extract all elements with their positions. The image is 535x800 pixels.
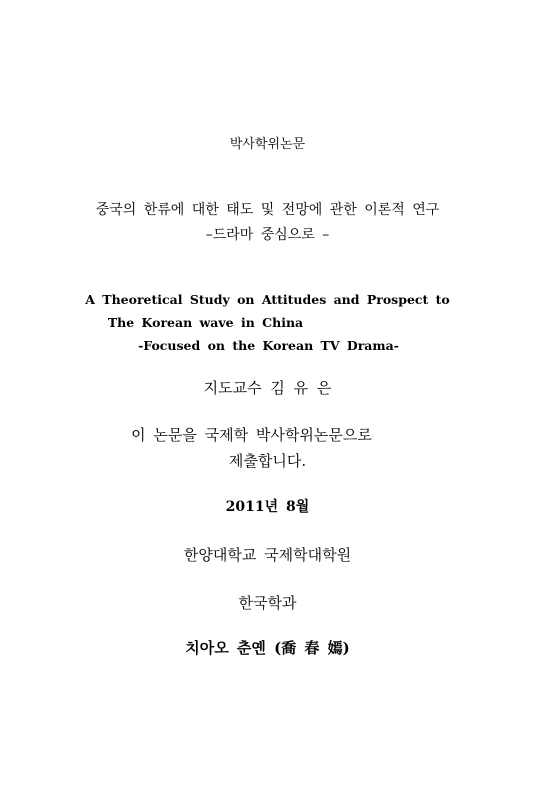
author-name: 치아오 춘옌 (喬 春 嫣) (185, 639, 350, 657)
degree-type: 박사학위논문 (229, 137, 306, 152)
english-title-line-1: A Theoretical Study on Attitudes and Prospect to (85, 292, 450, 307)
department-name: 한국학과 (238, 594, 297, 612)
korean-title-line-1: 중국의 한류에 대한 태도 및 전망에 관한 이론적 연구 (95, 202, 440, 218)
submission-statement-line-2: 제출합니다. (228, 452, 307, 470)
advisor-name: 지도교수 김 유 은 (203, 379, 332, 397)
korean-subtitle: –드라마 중심으로 – (205, 227, 330, 243)
school-name: 한양대학교 국제학대학원 (183, 546, 352, 564)
submission-date: 2011년 8월 (225, 499, 310, 515)
english-title-line-2: The Korean wave in China (107, 315, 304, 330)
submission-statement-line-1: 이 논문을 국제학 박사학위논문으로 (131, 426, 372, 444)
english-subtitle: -Focused on the Korean TV Drama- (138, 338, 399, 353)
